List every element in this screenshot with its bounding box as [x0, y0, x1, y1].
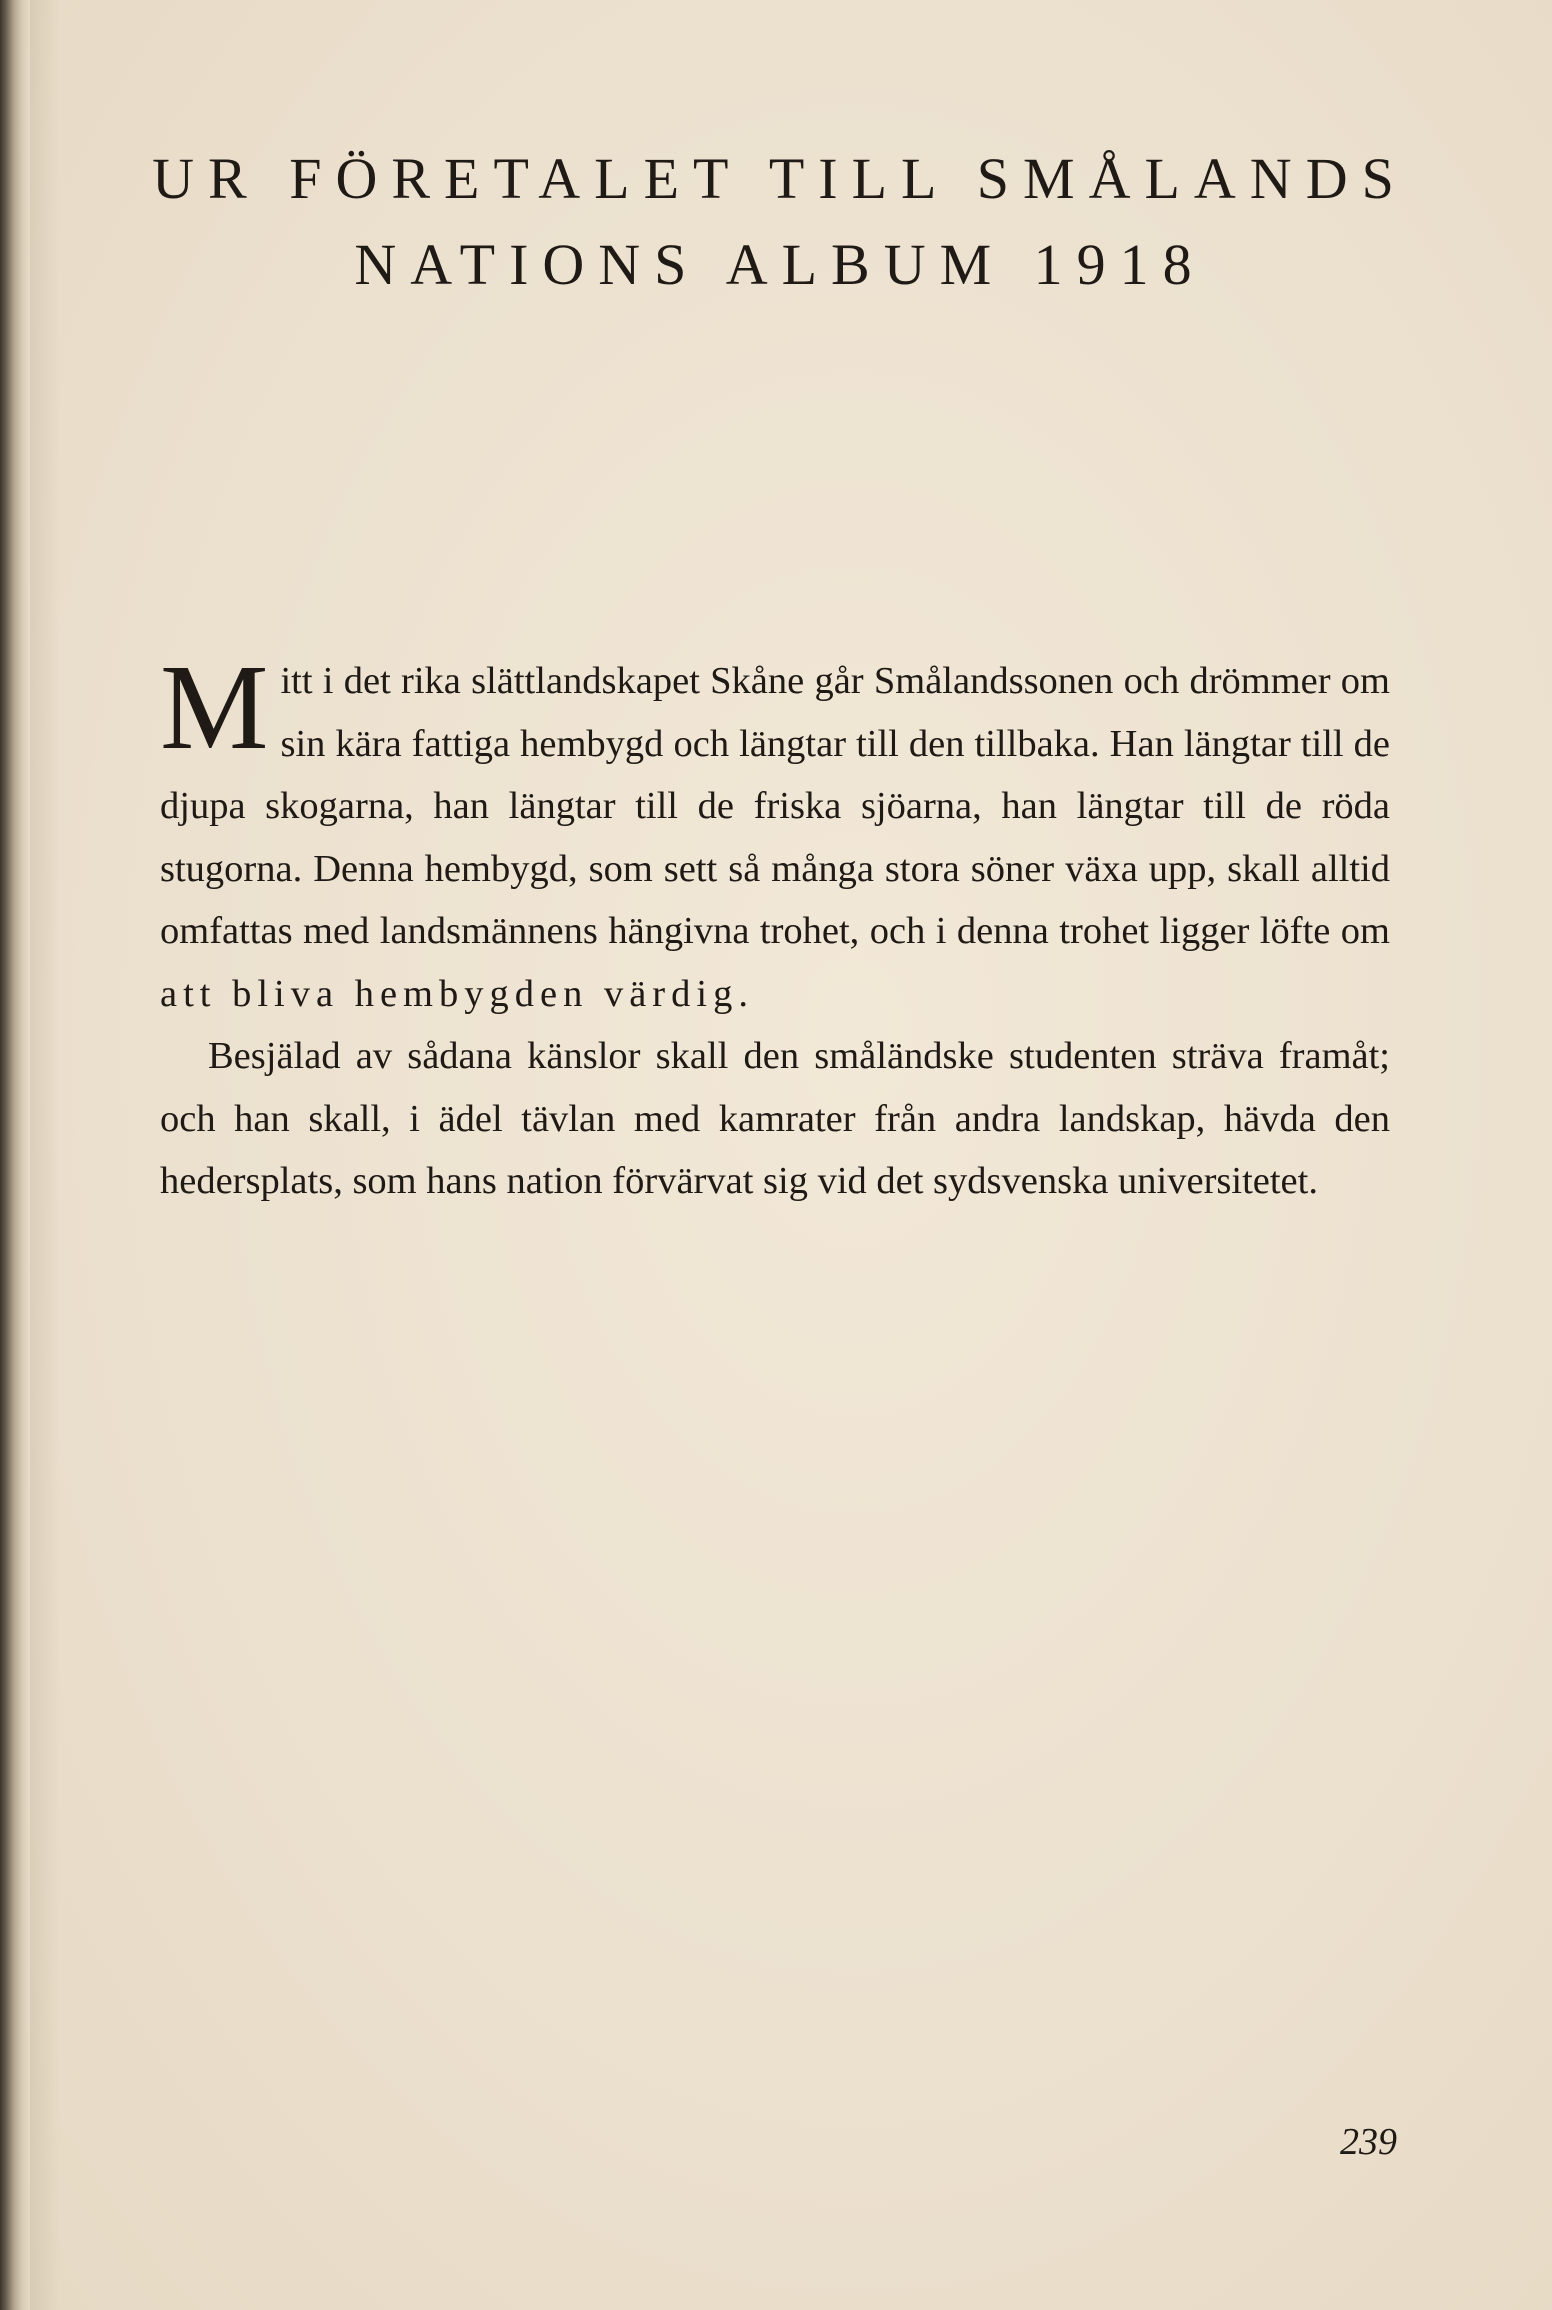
drop-cap: M: [160, 640, 269, 775]
page-number: 239: [1340, 2121, 1397, 2163]
paragraph-2: Besjälad av sådana känslor skall den småländske studenten sträva framåt; och han skall, i ädel tävlan med kamrater från andra landskap, hävda den hedersplats, som hans nation förvärvat sig vid det sydsvenska universitetet.: [160, 1035, 1390, 1202]
heading-line-1: UR FÖRETALET TILL SMÅLANDS: [152, 146, 1408, 211]
heading-line-2: NATIONS ALBUM 1918: [354, 232, 1206, 297]
paragraph-1-text: itt i det rika slättlandskapet Skåne går Smålandssonen och drömmer om sin kära fattiga hembygd och längtar till den tillbaka. Han längtar till de djupa skogarna, han längtar till de friska sjöarna, han längtar till de röda stugorna. Denna hembygd, som sett så många stora söner växa upp, skall alltid omfattas med landsmännens hängivna trohet, och i denna trohet ligger löfte om: [160, 660, 1390, 952]
gutter-shadow: [30, 0, 60, 2310]
paragraph-1-spaced-text: att bliva hembygden värdig.: [160, 972, 754, 1015]
page-gutter: [0, 0, 30, 2310]
paragraph-1: [160, 640, 1390, 1025]
body-text: [160, 640, 1390, 1213]
